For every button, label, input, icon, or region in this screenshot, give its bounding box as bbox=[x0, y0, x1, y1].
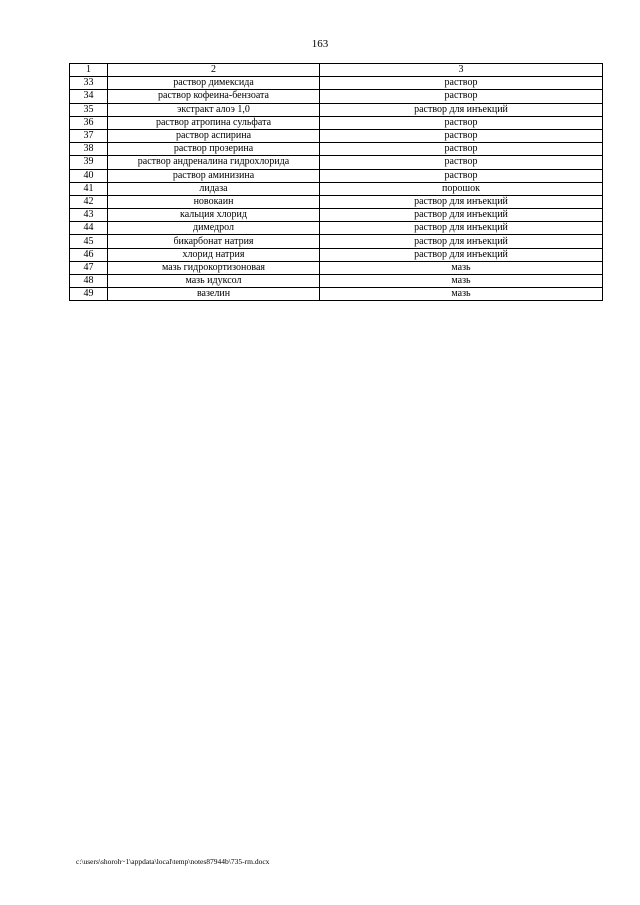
cell-number: 35 bbox=[70, 103, 108, 116]
table-row bbox=[70, 261, 603, 274]
page-number: 163 bbox=[311, 38, 329, 50]
cell-number: 36 bbox=[70, 116, 108, 129]
cell-name: раствор прозерина bbox=[108, 143, 320, 156]
cell-form: раствор для инъекций bbox=[320, 209, 603, 222]
cell-number: 48 bbox=[70, 275, 108, 288]
cell-form: раствор для инъекций bbox=[320, 195, 603, 208]
cell-form: раствор bbox=[320, 90, 603, 103]
cell-name: раствор андреналина гидрохлорида bbox=[108, 156, 320, 169]
table-row bbox=[70, 156, 603, 169]
table-row bbox=[70, 248, 603, 261]
table-row bbox=[70, 116, 603, 129]
cell-name: раствор аспирина bbox=[108, 129, 320, 142]
table-row bbox=[70, 129, 603, 142]
cell-form: порошок bbox=[320, 182, 603, 195]
cell-form: раствор для инъекций bbox=[320, 222, 603, 235]
table-body bbox=[70, 64, 603, 301]
cell-form: раствор bbox=[320, 129, 603, 142]
cell-form: раствор для инъекций bbox=[320, 235, 603, 248]
cell-name: бикарбонат натрия bbox=[108, 235, 320, 248]
cell-form: раствор bbox=[320, 143, 603, 156]
cell-form: раствор bbox=[320, 77, 603, 90]
cell-number: 38 bbox=[70, 143, 108, 156]
cell-name: новокаин bbox=[108, 195, 320, 208]
cell-number: 39 bbox=[70, 156, 108, 169]
cell-form: раствор для инъекций bbox=[320, 248, 603, 261]
cell-name: раствор кофеина-бензоата bbox=[108, 90, 320, 103]
table-row bbox=[70, 182, 603, 195]
cell-name: димедрол bbox=[108, 222, 320, 235]
cell-name: мазь гидрокортизоновая bbox=[108, 261, 320, 274]
table-row bbox=[70, 103, 603, 116]
cell-form: мазь bbox=[320, 261, 603, 274]
cell-name: хлорид натрия bbox=[108, 248, 320, 261]
cell-number: 43 bbox=[70, 209, 108, 222]
table-row bbox=[70, 143, 603, 156]
table-header-row bbox=[70, 64, 603, 77]
cell-name: экстракт алоэ 1,0 bbox=[108, 103, 320, 116]
table-row bbox=[70, 235, 603, 248]
cell-number: 37 bbox=[70, 129, 108, 142]
cell-number: 44 bbox=[70, 222, 108, 235]
header-cell-form: 3 bbox=[320, 64, 603, 77]
cell-number: 46 bbox=[70, 248, 108, 261]
table-row bbox=[70, 77, 603, 90]
cell-name: раствор аминизина bbox=[108, 169, 320, 182]
table-row bbox=[70, 275, 603, 288]
table-row bbox=[70, 209, 603, 222]
cell-name: раствор атропина сульфата bbox=[108, 116, 320, 129]
table-row bbox=[70, 222, 603, 235]
cell-name: мазь идуксол bbox=[108, 275, 320, 288]
cell-number: 42 bbox=[70, 195, 108, 208]
cell-form: мазь bbox=[320, 288, 603, 301]
cell-form: раствор bbox=[320, 156, 603, 169]
cell-number: 40 bbox=[70, 169, 108, 182]
cell-number: 49 bbox=[70, 288, 108, 301]
cell-form: раствор bbox=[320, 169, 603, 182]
document-table bbox=[69, 63, 603, 301]
cell-name: вазелин bbox=[108, 288, 320, 301]
header-cell-name: 2 bbox=[108, 64, 320, 77]
cell-number: 45 bbox=[70, 235, 108, 248]
table-row bbox=[70, 90, 603, 103]
footer-file-path: c:\users\shoroh~1\appdata\local\temp\notes87944b\735-rm.docx bbox=[76, 857, 270, 866]
cell-number: 34 bbox=[70, 90, 108, 103]
cell-form: раствор для инъекций bbox=[320, 103, 603, 116]
table-row bbox=[70, 169, 603, 182]
header-cell-number: 1 bbox=[70, 64, 108, 77]
cell-number: 47 bbox=[70, 261, 108, 274]
cell-name: раствор димексида bbox=[108, 77, 320, 90]
table-row bbox=[70, 288, 603, 301]
cell-name: лидаза bbox=[108, 182, 320, 195]
table-row bbox=[70, 195, 603, 208]
cell-number: 41 bbox=[70, 182, 108, 195]
cell-name: кальция хлорид bbox=[108, 209, 320, 222]
cell-form: раствор bbox=[320, 116, 603, 129]
cell-number: 33 bbox=[70, 77, 108, 90]
cell-form: мазь bbox=[320, 275, 603, 288]
